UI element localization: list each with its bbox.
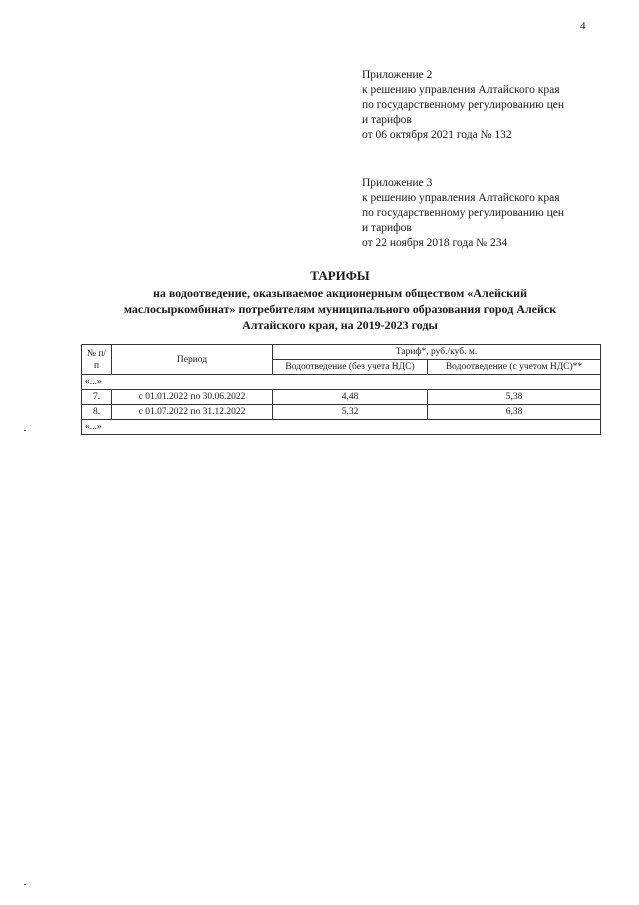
header-num: № п/п — [82, 345, 112, 375]
row-without-vat: 5,32 — [273, 405, 428, 420]
appendix-line: к решению управления Алтайского края — [362, 192, 560, 204]
title-main: ТАРИФЫ — [310, 268, 370, 283]
title-line: маслосыркомбинат» потребителям муниципального образования город Алейск — [123, 302, 557, 316]
appendix-line: от 22 ноября 2018 года № 234 — [362, 237, 508, 249]
table-row — [82, 405, 601, 420]
header-with-vat: Водоотведение (с учетом НДС)** — [428, 360, 601, 375]
appendix-line: Приложение 2 — [362, 69, 433, 81]
scan-speck — [24, 884, 26, 885]
title-line: Алтайского края, на 2019-2023 годы — [242, 318, 438, 332]
tariff-table — [81, 344, 601, 435]
appendix-line: и тарифов — [362, 114, 412, 126]
row-without-vat: 4,48 — [273, 390, 428, 405]
appendix-line: от 06 октября 2021 года № 132 — [362, 129, 512, 141]
row-with-vat: 6,38 — [428, 405, 601, 420]
appendix-current-header — [362, 68, 564, 143]
table-row-ellipsis — [82, 420, 601, 435]
appendix-line: Приложение 3 — [362, 177, 433, 189]
table-header-row — [82, 345, 601, 360]
document-title — [80, 268, 600, 333]
header-period: Период — [112, 345, 273, 375]
row-num: 8. — [82, 405, 112, 420]
appendix-line: по государственному регулированию цен — [362, 207, 565, 219]
table-row-ellipsis — [82, 375, 601, 390]
row-period: с 01.07.2022 по 31.12.2022 — [112, 405, 273, 420]
table-row — [82, 390, 601, 405]
appendix-line: по государственному регулированию цен — [362, 99, 565, 111]
row-with-vat: 5,38 — [428, 390, 601, 405]
appendix-line: и тарифов — [362, 222, 412, 234]
title-line: на водоотведение, оказываемое акционерным обществом «Алейский — [152, 286, 528, 300]
scan-speck — [24, 430, 26, 431]
ellipsis-top: «...» — [82, 375, 601, 390]
page-number: 4 — [580, 20, 586, 32]
header-without-vat: Водоотведение (без учета НДС) — [273, 360, 428, 375]
appendix-line: к решению управления Алтайского края — [362, 84, 560, 96]
row-period: с 01.01.2022 по 30.06.2022 — [112, 390, 273, 405]
header-tariff: Тариф*, руб./куб. м. — [273, 345, 601, 360]
ellipsis-bottom: «...» — [82, 420, 601, 435]
appendix-original-header — [362, 176, 564, 251]
row-num: 7. — [82, 390, 112, 405]
